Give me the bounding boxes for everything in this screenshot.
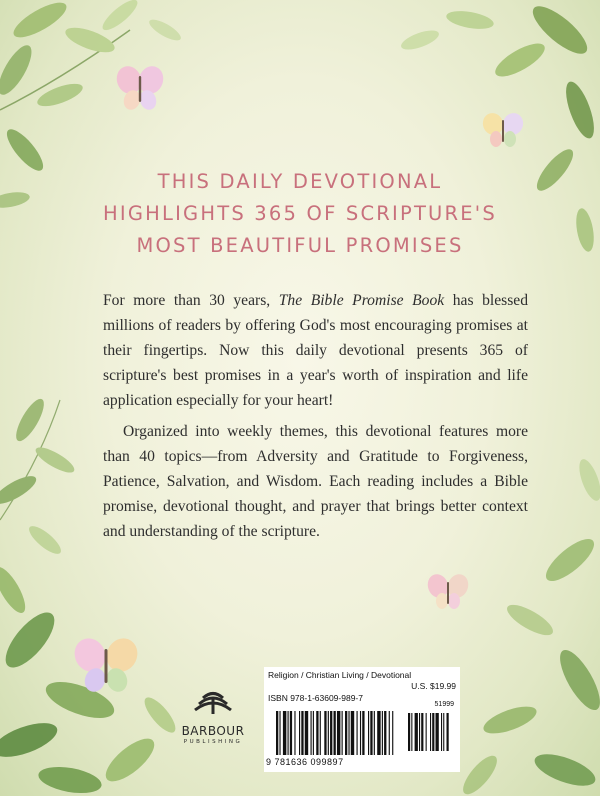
paragraph-1-rest: has blessed millions of readers by offering God's most encouraging promises at their fingertips. Now this daily devotional presents 365 of scripture's best promises in a year's worth of inspiration and life application especially for your heart! bbox=[103, 292, 528, 409]
headline bbox=[60, 166, 540, 262]
description-paragraph-2: Organized into weekly themes, this devotional features more than 40 topics—from Adversity and Gratitude to Forgiveness, Patience, Salvation, and Wisdom. Each reading includes a Bible promise, devotional thought, and prayer that brings better context and understanding of the scripture. bbox=[103, 423, 528, 540]
book-title: The Bible Promise Book bbox=[278, 292, 445, 309]
barcode-digits: 9 781636 099897 bbox=[266, 757, 344, 767]
publisher-name: BARBOUR bbox=[181, 724, 245, 738]
barcode-icon bbox=[268, 711, 456, 757]
butterfly-right-icon bbox=[424, 571, 471, 609]
headline-line-2: HIGHLIGHTS 365 OF SCRIPTURE'S bbox=[103, 202, 497, 225]
book-price: U.S. $19.99 bbox=[411, 681, 456, 691]
publisher-logo bbox=[168, 688, 258, 745]
description-paragraph-1 bbox=[103, 288, 528, 413]
price-addon-code: 51999 bbox=[434, 701, 454, 708]
isbn-label: ISBN 978-1-63609-989-7 bbox=[268, 693, 363, 703]
headline-line-3: MOST BEAUTIFUL PROMISES bbox=[136, 234, 464, 257]
butterfly-top-left-icon bbox=[113, 63, 167, 112]
leaf-cluster-left bbox=[0, 395, 78, 558]
butterfly-top-right-icon bbox=[480, 110, 526, 147]
publisher-subtitle: PUBLISHING bbox=[183, 739, 243, 745]
barcode-panel bbox=[264, 667, 460, 772]
description bbox=[103, 288, 528, 544]
paragraph-1-start: For more than 30 years, bbox=[103, 292, 279, 309]
headline-line-1: THIS DAILY DEVOTIONAL bbox=[157, 170, 443, 193]
publisher-book-icon bbox=[191, 688, 235, 718]
book-category: Religion / Christian Living / Devotional bbox=[268, 670, 412, 680]
